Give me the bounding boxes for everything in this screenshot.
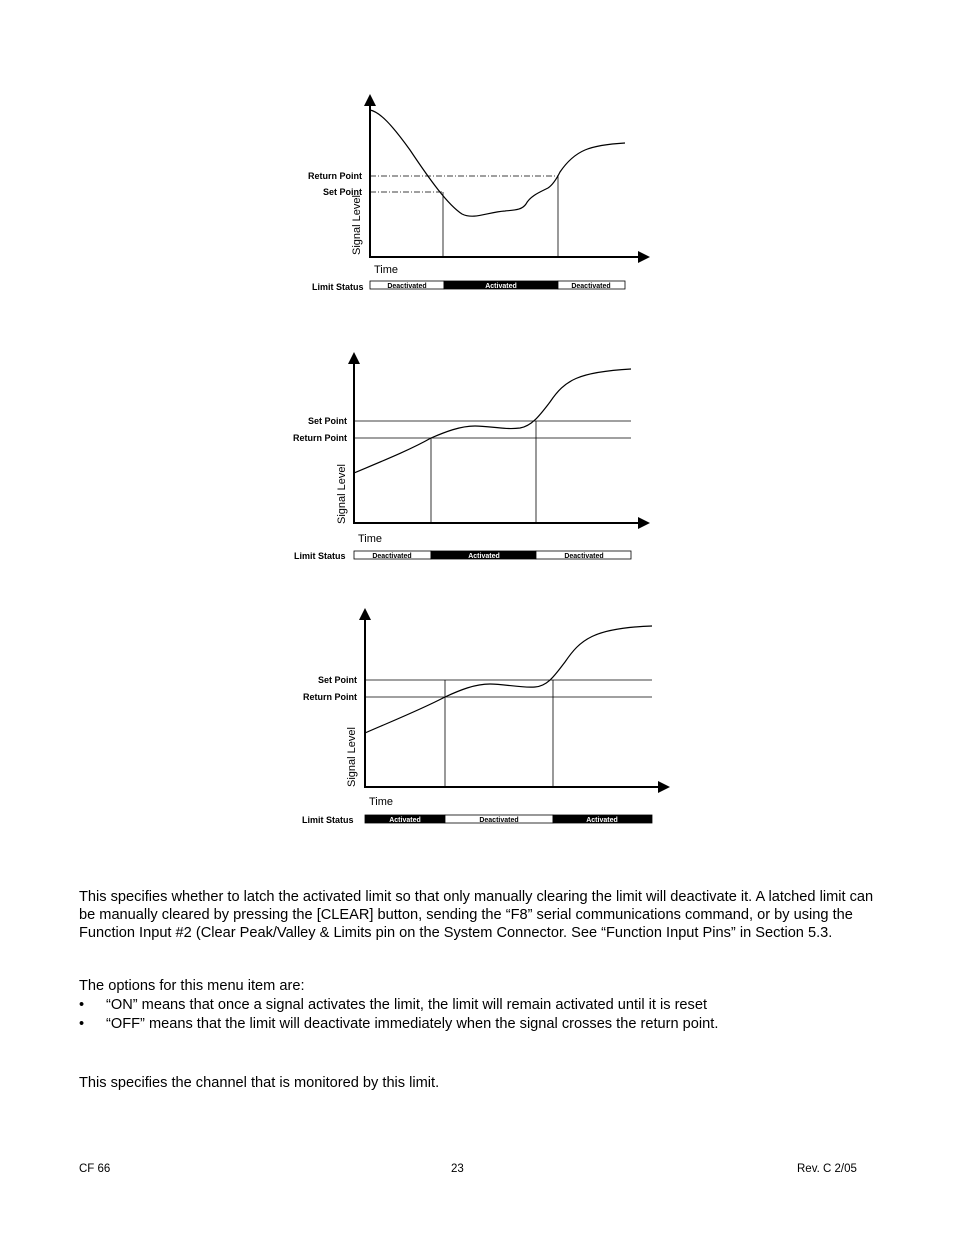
- options-list: [79, 996, 718, 1034]
- status-segment-label: Deactivated: [372, 553, 412, 560]
- lower-threshold-label: Return Point: [303, 692, 357, 702]
- status-segment-label: Deactivated: [387, 283, 427, 290]
- status-bar: [354, 551, 631, 560]
- y-axis-label: Signal Level: [346, 727, 358, 787]
- x-axis-label: Time: [374, 264, 399, 276]
- y-axis-arrow-icon: [359, 608, 371, 620]
- x-axis-arrow-icon: [638, 517, 650, 529]
- option-off-text: “OFF” means that the limit will deactivate immediately when the signal crosses the return point.: [106, 1016, 719, 1032]
- list-item: [79, 996, 718, 1015]
- diagram-2: [293, 352, 650, 561]
- x-axis-label: Time: [358, 533, 383, 545]
- list-item: [79, 1015, 718, 1034]
- diagram-1: [308, 94, 650, 292]
- y-axis-arrow-icon: [348, 352, 360, 364]
- lower-threshold-label: Return Point: [293, 433, 347, 443]
- status-segment-label: Deactivated: [571, 283, 611, 290]
- footer-document-id: CF 66: [79, 1163, 111, 1175]
- signal-curve: [370, 110, 625, 216]
- y-axis-arrow-icon: [364, 94, 376, 106]
- y-axis-label: Signal Level: [336, 464, 348, 524]
- status-bar: [370, 281, 625, 290]
- bullet-icon: •: [79, 997, 85, 1013]
- limit-status-label: Limit Status: [312, 282, 364, 292]
- upper-threshold-label: Return Point: [308, 171, 362, 181]
- status-segment-label: Activated: [389, 817, 421, 824]
- diagram-3: [302, 608, 670, 825]
- status-bar: [365, 815, 652, 824]
- y-axis-label: Signal Level: [351, 195, 363, 255]
- status-segment-label: Deactivated: [479, 817, 519, 824]
- footer-revision: Rev. C 2/05: [797, 1163, 857, 1175]
- bullet-icon: •: [79, 1016, 85, 1032]
- limit-status-label: Limit Status: [294, 551, 346, 561]
- latch-description: This specifies whether to latch the activated limit so that only manually clearing the limit will deactivate it. A latched limit can be manually cleared by pressing the [CLEAR] button, sending the “F8” serial communications command, or by using the Function Input #2 (Clear Peak/Valley & Limits pin on the System Connector. See “Function Input Pins” in Section 5.3.: [79, 889, 874, 941]
- upper-threshold-label: Set Point: [317, 675, 357, 685]
- limit-status-label: Limit Status: [302, 815, 354, 825]
- x-axis-arrow-icon: [658, 781, 670, 793]
- upper-threshold-label: Set Point: [307, 416, 347, 426]
- status-segment-label: Deactivated: [564, 553, 604, 560]
- option-on-text: “ON” means that once a signal activates the limit, the limit will remain activated until it is reset: [106, 997, 708, 1013]
- footer-page-number: 23: [451, 1163, 464, 1175]
- status-segment-label: Activated: [468, 553, 500, 560]
- options-intro: The options for this menu item are:: [79, 978, 305, 994]
- signal-curve: [365, 626, 652, 733]
- channel-description: This specifies the channel that is monitored by this limit.: [79, 1075, 440, 1091]
- status-segment-label: Activated: [485, 283, 517, 290]
- lower-threshold-label: Set Point: [322, 187, 362, 197]
- status-segment-label: Activated: [586, 817, 618, 824]
- x-axis-label: Time: [369, 796, 394, 808]
- x-axis-arrow-icon: [638, 251, 650, 263]
